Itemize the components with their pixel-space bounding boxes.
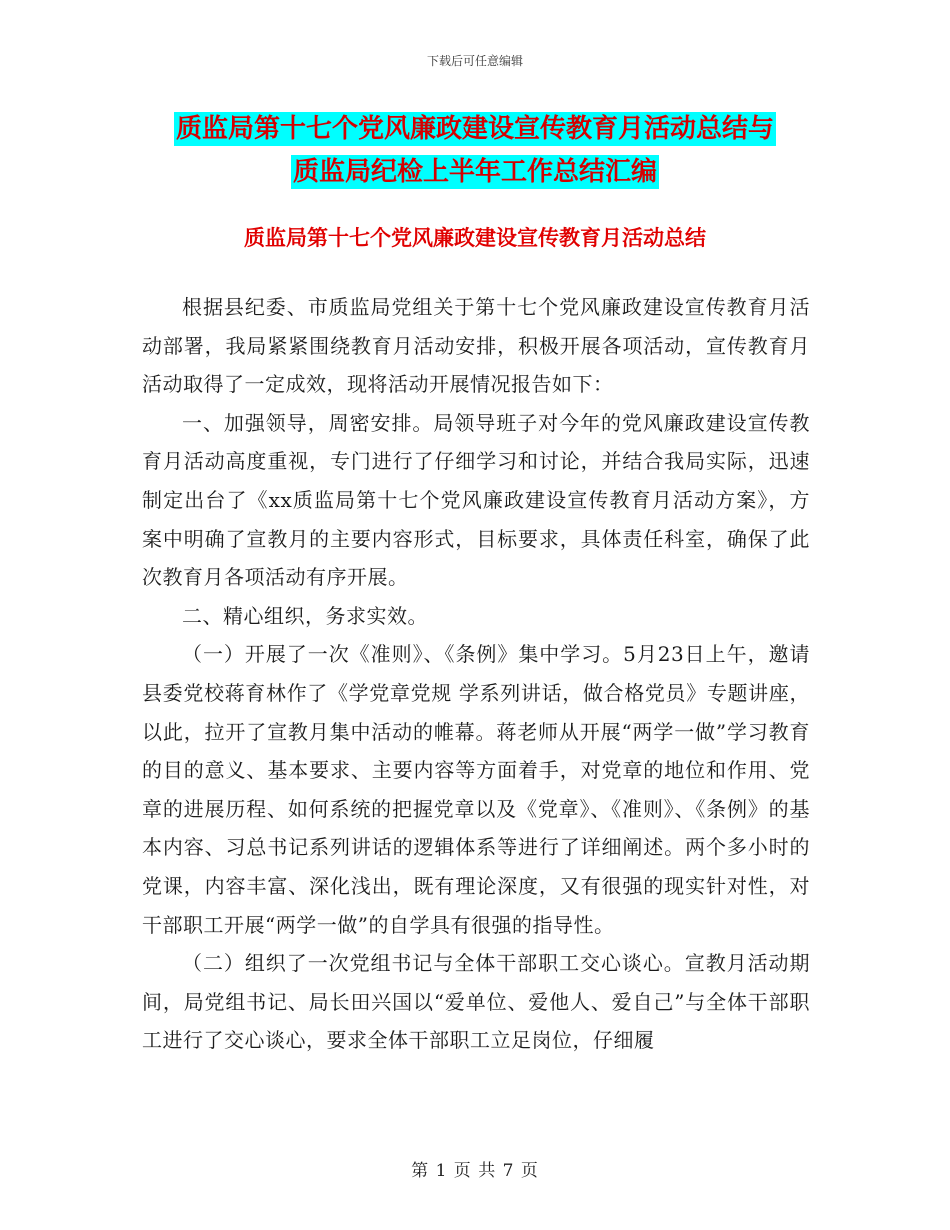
- document-title-text-1: 质监局第十七个党风廉政建设宣传教育月活动总结与: [175, 114, 774, 144]
- document-body: [142, 288, 810, 1060]
- page-number: 第 1 页 共 7 页: [411, 1161, 539, 1181]
- paragraph: 根据县纪委、市质监局党组关于第十七个党风廉政建设宣传教育月活动部署，我局紧紧围绕教育月活动安排，积极开展各项活动，宣传教育月活动取得了一定成效，现将活动开展情况报告如下：: [142, 295, 810, 397]
- document-title-line-2: [0, 155, 950, 189]
- document-title-text-2: 质监局纪检上半年工作总结汇编: [292, 157, 657, 187]
- paragraph: （一）开展了一次《准则》、《条例》集中学习。5月23日上午，邀请县委党校蒋育林作了《学党章党规 学系列讲话，做合格党员》专题讲座，以此，拉开了宣教月集中活动的帷幕。蒋老师从开展“两学一做”学习教育的目的意义、基本要求、主要内容等方面着手，对党章的地位和作用、党章的进展历程、如何系统的把握党章以及《党章》、《准则》、《条例》的基本内容、习总书记系列讲话的逻辑体系等进行了详细阐述。两个多小时的党课，内容丰富、深化浅出，既有理论深度，又有很强的现实针对性，对干部职工开展“两学一做”的自学具有很强的指导性。: [142, 642, 810, 937]
- paragraph: （二）组织了一次党组书记与全体干部职工交心谈心。宣教月活动期间，局党组书记、局长田兴国以“爱单位、爱他人、爱自己”与全体干部职工进行了交心谈心，要求全体干部职工立足岗位，仔细履: [142, 951, 810, 1053]
- section-title: 质监局第十七个党风廉政建设宣传教育月活动总结: [244, 226, 706, 250]
- paragraph: 二、精心组织，务求实效。: [182, 603, 428, 628]
- paragraph: 一、加强领导，周密安排。局领导班子对今年的党风廉政建设宣传教育月活动高度重视，专门进行了仔细学习和讨论，并结合我局实际，迅速制定出台了《xx质监局第十七个党风廉政建设宣传教育月活动方案》，方案中明确了宣教月的主要内容形式，目标要求，具体责任科室，确保了此次教育月各项活动有序开展。: [142, 410, 810, 590]
- document-title-line-1: [0, 112, 950, 146]
- header-note: 下载后可任意编辑: [426, 54, 523, 68]
